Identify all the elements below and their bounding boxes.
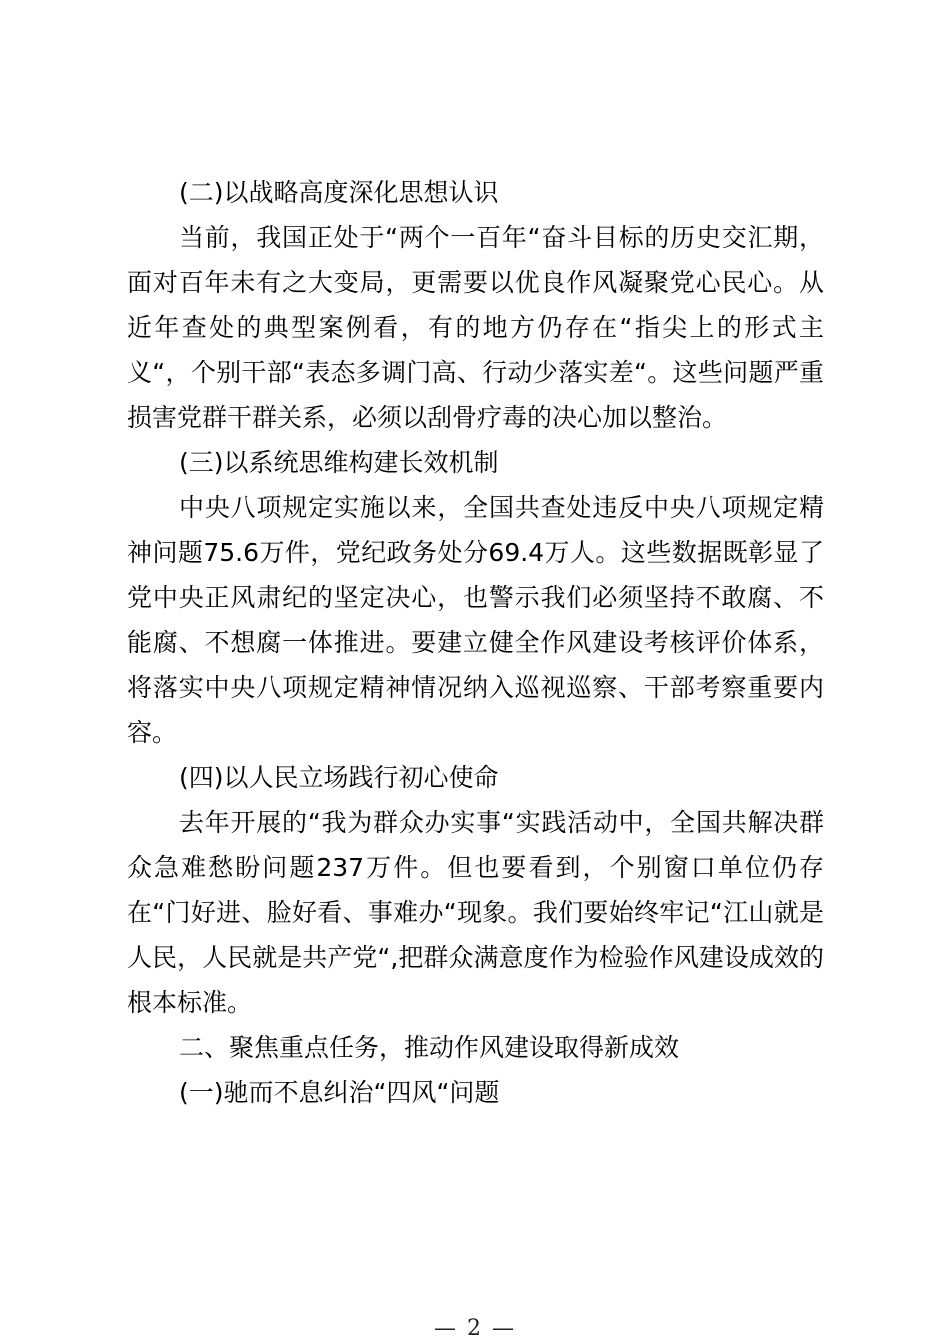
section-heading-2: (二)以战略高度深化思想认识 [179,178,499,207]
section-heading-3: (三)以系统思维构建长效机制 [179,448,499,477]
body-paragraph: 中央八项规定实施以来，全国共查处违反中央八项规定精神问题75.6万件，党纪政务处分69.4万人。这些数据既彰显了党中央正风肃纪的坚定决心，也警示我们必须坚持不敢腐、不能腐、不想腐一体推进。要建立健全作风建设考核评价体系，将落实中央八项规定精神情况纳入巡视巡察、干部考察重要内容。 [127,493,824,747]
body-paragraph: 去年开展的“我为群众办实事“实践活动中，全国共解决群众急难愁盼问题237万件。但也要看到，个别窗口单位仍存在“门好进、脸好看、事难办“现象。我们要始终牢记“江山就是人民，人民就是共产党“,把群众满意度作为检验作风建设成效的根本标准。 [127,808,824,1017]
section-heading-4: (四)以人民立场践行初心使命 [179,763,499,792]
chapter-heading: 二、聚焦重点任务，推动作风建设取得新成效 [179,1033,680,1062]
page-number: — 2 — [434,1316,516,1341]
document-body [127,170,824,1115]
body-paragraph: 当前，我国正处于“两个一百年“奋斗目标的历史交汇期，面对百年未有之大变局，更需要以优良作风凝聚党心民心。从近年查处的典型案例看，有的地方仍存在“指尖上的形式主义“，个别干部“表态多调门高、行动少落实差“。这些问题严重损害党群干群关系，必须以刮骨疗毒的决心加以整治。 [127,223,824,432]
section-heading-1: (一)驰而不息纠治“四风“问题 [179,1078,500,1107]
